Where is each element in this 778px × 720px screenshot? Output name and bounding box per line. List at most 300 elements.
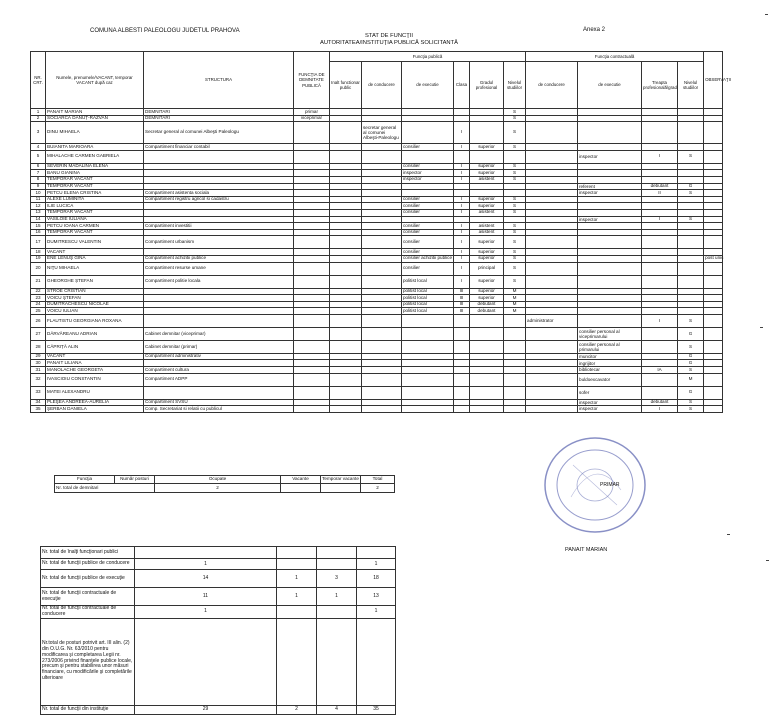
row-contract-mgmt — [526, 223, 578, 230]
row-public-mgmt — [362, 308, 402, 315]
totals-label: Nr.total de posturi potrivit art. III alin. (2) din O.U.G. Nr. 63/2010 pentru modificarea şi completarea Legii nr. 273/2006 privind finanţele publice locale, precum şi pentru stabilirea unor măsuri financiare, cu modificările şi completările ulterioare — [41, 618, 135, 705]
title-line-2: AUTORITATEA/INSTITUŢIA PUBLICĂ SOLICITANTĂ — [319, 40, 459, 47]
row-class: III — [454, 295, 470, 302]
row-name: FLAUTISTU GEORGIANA ROXANA — [46, 314, 144, 327]
totals-temporar: 4 — [317, 705, 357, 714]
row-structure — [144, 209, 294, 216]
row-public-study — [504, 360, 526, 367]
row-public-exec: politist local — [402, 295, 454, 302]
row-contract-study — [678, 109, 704, 116]
row-dignitary — [294, 209, 330, 216]
row-public-exec — [402, 373, 454, 386]
row-public-exec — [402, 183, 454, 190]
row-contract-exec: buldoexcavator — [578, 373, 642, 386]
row-structure — [144, 229, 294, 236]
row-contract-exec — [578, 301, 642, 308]
row-nr: 31 — [31, 367, 46, 374]
totals-temporar — [317, 606, 357, 619]
row-public-study: S — [504, 249, 526, 256]
totals-table — [40, 546, 396, 715]
row-grade — [470, 216, 504, 223]
row-contract-step: I — [642, 216, 678, 223]
row-senior — [330, 301, 362, 308]
table-row — [31, 360, 723, 367]
row-structure — [144, 249, 294, 256]
row-structure: Cabinet demnitar (primar) — [144, 340, 294, 353]
row-notes — [704, 236, 723, 249]
table-row — [31, 275, 723, 288]
row-grade: superior — [470, 236, 504, 249]
row-public-study — [504, 353, 526, 360]
official-stamp — [543, 435, 648, 535]
row-grade: superior — [470, 295, 504, 302]
row-public-mgmt — [362, 255, 402, 262]
row-contract-mgmt — [526, 327, 578, 340]
row-public-study — [504, 367, 526, 374]
row-public-exec — [402, 327, 454, 340]
row-contract-exec — [578, 170, 642, 177]
row-dignitary — [294, 229, 330, 236]
row-contract-exec — [578, 275, 642, 288]
totals-total: 18 — [357, 570, 396, 588]
totals-row — [41, 618, 396, 705]
row-structure — [144, 295, 294, 302]
row-structure — [144, 150, 294, 163]
row-dignitary — [294, 353, 330, 360]
row-contract-exec: sofer — [578, 386, 642, 399]
row-structure: Cabinet demnitar (viceprimar) — [144, 327, 294, 340]
row-senior — [330, 216, 362, 223]
row-contract-exec: consilier personal al viceprimarului — [578, 327, 642, 340]
table-row — [31, 115, 723, 122]
row-nr: 29 — [31, 353, 46, 360]
row-contract-step — [642, 327, 678, 340]
row-contract-exec — [578, 223, 642, 230]
row-notes — [704, 314, 723, 327]
row-public-mgmt — [362, 216, 402, 223]
row-name: STROE CRISTIAN — [46, 288, 144, 295]
row-contract-step: I — [642, 406, 678, 413]
totals-ocupate: 1 — [135, 559, 277, 570]
row-dignitary — [294, 301, 330, 308]
row-public-study: S — [504, 203, 526, 210]
row-senior — [330, 295, 362, 302]
row-contract-step — [642, 340, 678, 353]
table-row — [31, 109, 723, 116]
row-structure: Compartiment resurse umane — [144, 262, 294, 275]
row-name: PANAIT LILIANA — [46, 360, 144, 367]
table-row — [31, 176, 723, 183]
row-dignitary — [294, 340, 330, 353]
col-structure: STRUCTURA — [144, 52, 294, 109]
totals-temporar — [317, 547, 357, 559]
col-notes: OBSERVAŢII — [704, 52, 723, 109]
row-notes — [704, 209, 723, 216]
row-public-mgmt — [362, 176, 402, 183]
row-nr: 7 — [31, 170, 46, 177]
col-pub-study: Nivelul studiilor — [504, 62, 526, 109]
col-senior: Inalt functionar public — [330, 62, 362, 109]
col-con-mgmt: de conducere — [526, 62, 578, 109]
row-public-mgmt — [362, 406, 402, 413]
table-row — [31, 255, 723, 262]
row-structure — [144, 203, 294, 210]
row-dignitary — [294, 275, 330, 288]
totals-total — [357, 618, 396, 705]
col-pub-mgmt: de conducere — [362, 62, 402, 109]
row-dignitary — [294, 249, 330, 256]
row-grade: superior — [470, 144, 504, 151]
row-contract-step — [642, 223, 678, 230]
row-class: III — [454, 308, 470, 315]
row-public-mgmt — [362, 203, 402, 210]
row-public-exec — [402, 115, 454, 122]
row-public-mgmt — [362, 170, 402, 177]
row-nr: 10 — [31, 190, 46, 197]
row-class — [454, 386, 470, 399]
row-grade — [470, 386, 504, 399]
row-structure: Compartiment asistenta sociala — [144, 190, 294, 197]
row-public-study: S — [504, 109, 526, 116]
row-grade: superior — [470, 288, 504, 295]
row-nr: 22 — [31, 288, 46, 295]
row-senior — [330, 163, 362, 170]
row-notes — [704, 295, 723, 302]
col-group-public: Funcţia publică — [330, 52, 526, 62]
row-public-mgmt — [362, 367, 402, 374]
totals-ocupate: 14 — [135, 570, 277, 588]
table-row — [31, 150, 723, 163]
row-name: BUIANITA MARIOARA — [46, 144, 144, 151]
row-grade — [470, 109, 504, 116]
row-contract-mgmt — [526, 249, 578, 256]
row-nr: 11 — [31, 196, 46, 203]
row-notes — [704, 144, 723, 151]
row-class: I — [454, 170, 470, 177]
row-contract-mgmt — [526, 308, 578, 315]
row-contract-step — [642, 236, 678, 249]
row-contract-step — [642, 360, 678, 367]
row-senior — [330, 229, 362, 236]
row-contract-exec: inspector — [578, 150, 642, 163]
row-public-study — [504, 190, 526, 197]
row-dignitary — [294, 314, 330, 327]
row-public-study: S — [504, 223, 526, 230]
row-structure: Secretar general al comunei Albeşti Paleologu — [144, 122, 294, 144]
row-dignitary — [294, 360, 330, 367]
col-con-exec: de executie — [578, 62, 642, 109]
row-dignitary — [294, 176, 330, 183]
row-name: SEVERIN MADALINA ELENA — [46, 163, 144, 170]
row-contract-study — [678, 209, 704, 216]
totals-total: 13 — [357, 588, 396, 606]
row-contract-exec — [578, 196, 642, 203]
row-name: VACANT — [46, 249, 144, 256]
row-name: TEMPORAR VACANT — [46, 183, 144, 190]
row-dignitary — [294, 308, 330, 315]
row-public-exec — [402, 353, 454, 360]
totals-label: Nr. total de înalţi funcţionari publici — [41, 547, 135, 559]
row-senior — [330, 353, 362, 360]
row-name: DĂRVĂREANU ADRIAN — [46, 327, 144, 340]
col-group-contract: Funcţia contractuală — [526, 52, 704, 62]
row-public-mgmt — [362, 209, 402, 216]
row-public-mgmt — [362, 360, 402, 367]
row-public-mgmt — [362, 196, 402, 203]
totals-vacante — [277, 606, 317, 619]
row-public-study — [504, 314, 526, 327]
row-contract-mgmt — [526, 367, 578, 374]
row-contract-study: S — [678, 150, 704, 163]
row-public-exec — [402, 340, 454, 353]
row-nr: 17 — [31, 236, 46, 249]
row-structure: Compartiment SVSU — [144, 399, 294, 406]
ds-h-total: Total — [361, 476, 395, 484]
row-nr: 19 — [31, 255, 46, 262]
row-contract-exec — [578, 288, 642, 295]
totals-row — [41, 705, 396, 714]
row-contract-mgmt — [526, 190, 578, 197]
row-notes — [704, 122, 723, 144]
row-contract-exec — [578, 144, 642, 151]
row-contract-exec — [578, 209, 642, 216]
row-senior — [330, 109, 362, 116]
row-contract-exec — [578, 122, 642, 144]
row-contract-exec — [578, 314, 642, 327]
row-contract-mgmt — [526, 183, 578, 190]
row-class — [454, 314, 470, 327]
col-pub-exec: de executie — [402, 62, 454, 109]
row-structure — [144, 183, 294, 190]
row-contract-study — [678, 255, 704, 262]
table-row — [31, 399, 723, 406]
row-contract-step: I — [642, 314, 678, 327]
row-contract-step: IA — [642, 367, 678, 374]
row-grade — [470, 327, 504, 340]
row-contract-step — [642, 353, 678, 360]
row-class: I — [454, 223, 470, 230]
row-contract-step — [642, 144, 678, 151]
row-name: PLEŞEA ANDREEA-AURELIA — [46, 399, 144, 406]
row-public-study: S — [504, 262, 526, 275]
row-structure — [144, 360, 294, 367]
row-notes — [704, 288, 723, 295]
row-notes — [704, 367, 723, 374]
row-name: MATEI ALEXANDRU — [46, 386, 144, 399]
row-notes — [704, 203, 723, 210]
row-grade: superior — [470, 170, 504, 177]
row-dignitary — [294, 262, 330, 275]
row-nr: 4 — [31, 144, 46, 151]
row-contract-exec: referent — [578, 183, 642, 190]
row-notes — [704, 163, 723, 170]
row-dignitary — [294, 150, 330, 163]
row-senior — [330, 144, 362, 151]
row-grade — [470, 314, 504, 327]
row-nr: 12 — [31, 203, 46, 210]
table-row — [31, 163, 723, 170]
row-public-study — [504, 399, 526, 406]
row-nr: 8 — [31, 176, 46, 183]
row-contract-mgmt — [526, 373, 578, 386]
row-contract-study — [678, 275, 704, 288]
row-grade: asistent — [470, 223, 504, 230]
row-contract-exec: inspector — [578, 406, 642, 413]
row-contract-step — [642, 176, 678, 183]
row-grade: debutant — [470, 301, 504, 308]
row-senior — [330, 275, 362, 288]
row-public-exec: consilier — [402, 236, 454, 249]
row-contract-mgmt — [526, 360, 578, 367]
row-contract-mgmt — [526, 109, 578, 116]
row-contract-step — [642, 262, 678, 275]
row-senior — [330, 373, 362, 386]
row-name: PETCU IOANA CARMEN — [46, 223, 144, 230]
row-structure: Compartiment urbanism — [144, 236, 294, 249]
row-notes: post unic — [705, 255, 724, 261]
row-grade — [470, 183, 504, 190]
row-nr: 21 — [31, 275, 46, 288]
row-contract-mgmt — [526, 150, 578, 163]
row-name: BANU GIANINA — [46, 170, 144, 177]
row-public-mgmt — [362, 249, 402, 256]
row-contract-step — [642, 163, 678, 170]
row-notes — [704, 196, 723, 203]
row-senior — [330, 183, 362, 190]
col-con-study: Nivelul studiilor — [678, 62, 704, 109]
row-nr: 35 — [31, 406, 46, 413]
row-name: TEMPORAR VACANT — [46, 229, 144, 236]
row-grade — [470, 367, 504, 374]
row-public-exec: consilier — [402, 262, 454, 275]
row-name: TEMPORAR VACANT — [46, 209, 144, 216]
row-contract-study — [678, 236, 704, 249]
totals-vacante — [277, 547, 317, 559]
row-nr: 28 — [31, 340, 46, 353]
row-senior — [330, 249, 362, 256]
row-nr: 9 — [31, 183, 46, 190]
row-contract-study — [678, 176, 704, 183]
row-contract-mgmt — [526, 301, 578, 308]
row-public-mgmt — [362, 115, 402, 122]
row-contract-step — [642, 288, 678, 295]
row-structure — [144, 301, 294, 308]
table-row — [31, 196, 723, 203]
row-name: DUMITRACHESCU NICOLAE — [46, 301, 144, 308]
row-notes — [704, 150, 723, 163]
row-public-study: S — [504, 122, 526, 144]
row-class — [454, 340, 470, 353]
row-dignitary — [294, 236, 330, 249]
totals-vacante — [277, 559, 317, 570]
row-public-exec: inspector — [402, 176, 454, 183]
row-class: III — [454, 288, 470, 295]
row-structure: Comp. Secretariat si relatii cu publicul — [144, 406, 294, 413]
row-public-exec: consilier — [402, 209, 454, 216]
col-con-step: Treapta profesională/grad — [642, 62, 678, 109]
row-name: NIŢU MIHAELA — [46, 262, 144, 275]
row-contract-mgmt — [526, 209, 578, 216]
row-grade — [470, 150, 504, 163]
row-public-exec: politist local — [402, 308, 454, 315]
dignitary-summary-table — [54, 475, 395, 493]
row-contract-study — [678, 249, 704, 256]
row-public-mgmt — [362, 190, 402, 197]
totals-ocupate — [135, 618, 277, 705]
row-senior — [330, 406, 362, 413]
row-name: DINU MIHAELA — [46, 122, 144, 144]
row-name: GHEORGHE ȘTEFAN — [46, 275, 144, 288]
totals-label: Nr. total de funcţii contractuale de execuţie — [41, 588, 135, 606]
row-nr: 30 — [31, 360, 46, 367]
row-public-exec — [402, 360, 454, 367]
row-structure — [144, 308, 294, 315]
ds-h-vacante: Vacante — [281, 476, 321, 484]
table-row — [31, 353, 723, 360]
row-name: SOCIARCĂ DĂNUȚ-RĂZVAN — [46, 115, 144, 122]
row-dignitary — [294, 203, 330, 210]
row-class — [454, 353, 470, 360]
row-contract-exec: muncitor — [578, 353, 642, 360]
row-notes — [704, 170, 723, 177]
row-contract-study — [678, 288, 704, 295]
row-contract-study — [678, 196, 704, 203]
row-structure — [144, 176, 294, 183]
row-contract-step — [642, 170, 678, 177]
row-public-exec: politist local — [402, 288, 454, 295]
row-public-study: M — [504, 288, 526, 295]
row-class — [454, 373, 470, 386]
row-notes — [704, 399, 723, 406]
row-grade — [470, 122, 504, 144]
row-dignitary — [294, 373, 330, 386]
row-public-mgmt — [362, 236, 402, 249]
row-public-mgmt — [362, 399, 402, 406]
row-public-exec: inspector — [402, 170, 454, 177]
row-nr: 27 — [31, 327, 46, 340]
row-notes — [704, 386, 723, 399]
totals-vacante: 1 — [277, 588, 317, 606]
row-senior — [330, 122, 362, 144]
row-public-study — [504, 340, 526, 353]
row-grade: superior — [470, 249, 504, 256]
col-nr: NR. CRT. — [31, 52, 46, 109]
row-class: I — [454, 209, 470, 216]
col-dignitary: FUNCŢIA DE DEMNITATE PUBLICĂ — [294, 52, 330, 109]
row-dignitary — [294, 399, 330, 406]
ds-row-label: Nr. total de demnitari — [55, 484, 155, 493]
row-public-study: S — [504, 255, 526, 262]
table-row — [31, 236, 723, 249]
table-row — [31, 122, 723, 144]
row-notes — [704, 216, 723, 223]
document-title — [0, 33, 778, 47]
row-structure — [144, 163, 294, 170]
row-senior — [330, 176, 362, 183]
row-dignitary — [294, 295, 330, 302]
row-public-exec — [402, 406, 454, 413]
row-contract-step: I — [642, 150, 678, 163]
row-contract-mgmt — [526, 262, 578, 275]
row-contract-step: debutant — [642, 183, 678, 190]
row-public-mgmt — [362, 301, 402, 308]
row-name: ALEXE LUMINITA — [46, 196, 144, 203]
row-grade — [470, 340, 504, 353]
table-row — [31, 262, 723, 275]
row-contract-study: S — [678, 367, 704, 374]
table-row — [31, 249, 723, 256]
row-grade — [470, 373, 504, 386]
